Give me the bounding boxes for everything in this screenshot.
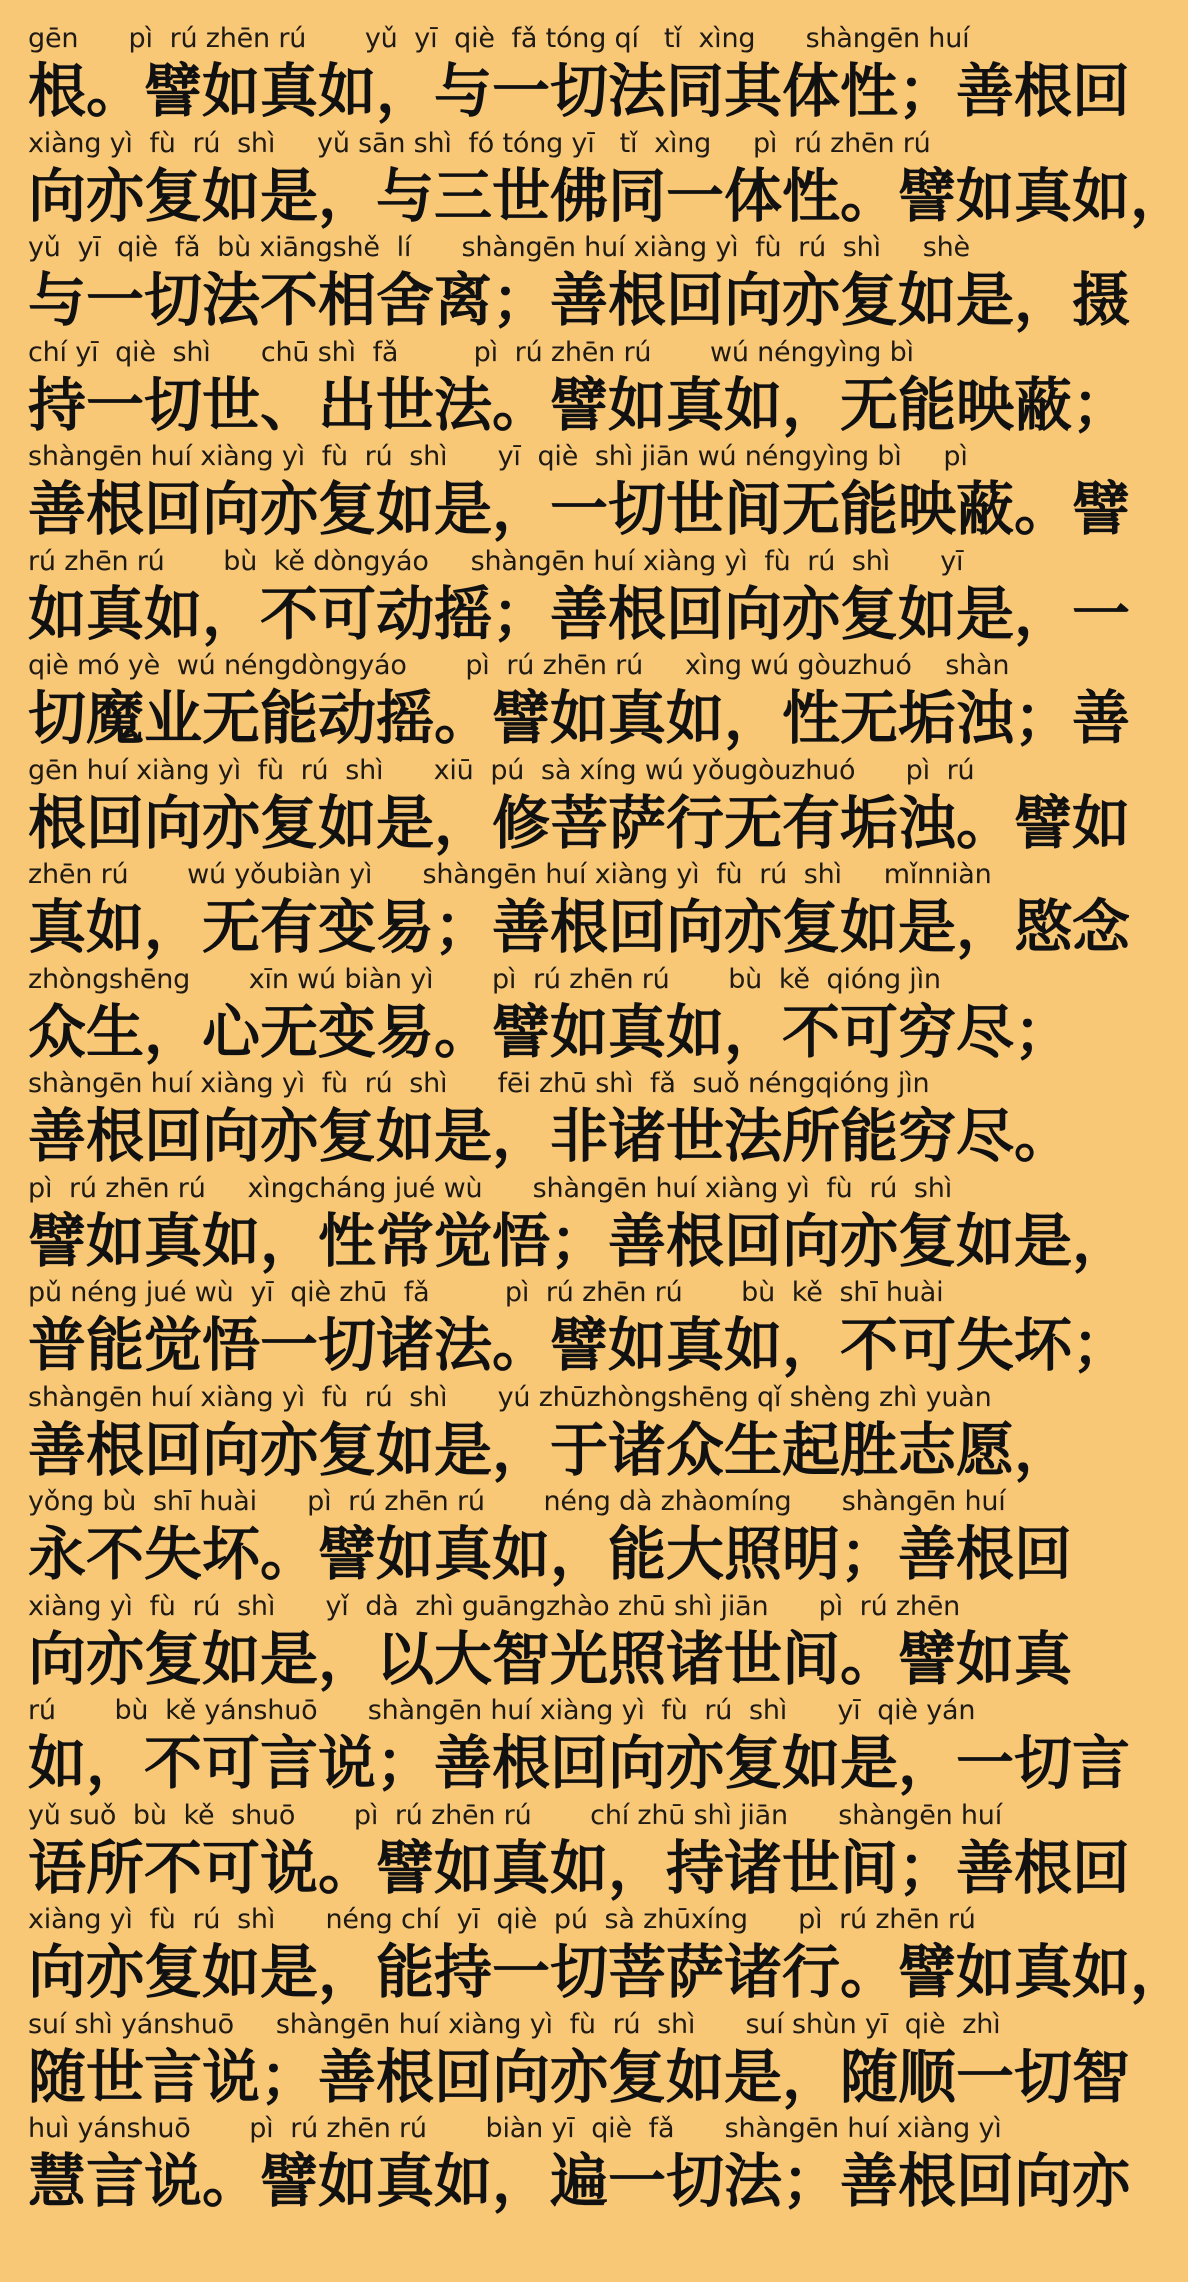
pinyin-line-14: shàngēn huí xiàng yì fù rú shì yú zhūzhòngshēng qǐ shèng zhì yuàn — [28, 1382, 992, 1413]
hanzi-line-16: 向亦复如是，以大智光照诸世间。譬如真 — [28, 1625, 1073, 1693]
text-line-6 — [28, 545, 1131, 650]
hanzi-line-6: 如真如，不可动摇；善根回向亦复如是，一 — [28, 580, 1131, 648]
hanzi-line-12: 譬如真如，性常觉悟；善根回向亦复如是， — [28, 1207, 1131, 1275]
pinyin-line-4: chí yī qiè shì chū shì fǎ pì rú zhēn rú wú néngyìng bì — [28, 337, 914, 368]
pinyin-line-11: shàngēn huí xiàng yì fù rú shì fēi zhū shì fǎ suǒ néngqióng jìn — [28, 1068, 930, 1099]
hanzi-line-19: 向亦复如是，能持一切菩萨诸行。譬如真如， — [28, 1938, 1188, 2006]
hanzi-line-8: 根回向亦复如是，修菩萨行无有垢浊。譬如 — [28, 789, 1131, 857]
pinyin-line-10: zhòngshēng xīn wú biàn yì pì rú zhēn rú bù kě qióng jìn — [28, 964, 941, 995]
pinyin-line-15: yǒng bù shī huài pì rú zhēn rú néng dà zhàomíng shàngēn huí — [28, 1486, 1006, 1517]
hanzi-line-13: 普能觉悟一切诸法。譬如真如，不可失坏； — [28, 1311, 1131, 1379]
text-line-20 — [28, 2008, 1131, 2113]
text-line-7 — [28, 649, 1131, 754]
hanzi-line-21: 慧言说。譬如真如，遍一切法；善根回向亦 — [28, 2147, 1131, 2215]
hanzi-line-17: 如，不可言说；善根回向亦复如是，一切言 — [28, 1729, 1131, 1797]
hanzi-line-20: 随世言说；善根回向亦复如是，随顺一切智 — [28, 2043, 1131, 2111]
pinyin-line-9: zhēn rú wú yǒubiàn yì shàngēn huí xiàng yì fù rú shì mǐnniàn — [28, 859, 992, 890]
pinyin-line-20: suí shì yánshuō shàngēn huí xiàng yì fù rú shì suí shùn yī qiè zhì — [28, 2009, 1001, 2040]
text-line-2 — [28, 127, 1188, 232]
text-line-3 — [28, 231, 1131, 336]
hanzi-line-2: 向亦复如是，与三世佛同一体性。譬如真如， — [28, 162, 1188, 230]
text-line-17 — [28, 1694, 1131, 1799]
text-line-16 — [28, 1590, 1073, 1695]
hanzi-line-5: 善根回向亦复如是，一切世间无能映蔽。譬 — [28, 475, 1131, 543]
hanzi-line-15: 永不失坏。譬如真如，能大照明；善根回 — [28, 1520, 1073, 1588]
pinyin-line-16: xiàng yì fù rú shì yǐ dà zhì guāngzhào zhū shì jiān pì rú zhēn — [28, 1591, 961, 1622]
pinyin-line-13: pǔ néng jué wù yī qiè zhū fǎ pì rú zhēn rú bù kě shī huài — [28, 1277, 944, 1308]
text-line-19 — [28, 1903, 1188, 2008]
pinyin-line-18: yǔ suǒ bù kě shuō pì rú zhēn rú chí zhū shì jiān shàngēn huí — [28, 1800, 1003, 1831]
hanzi-line-14: 善根回向亦复如是，于诸众生起胜志愿， — [28, 1416, 1073, 1484]
pinyin-line-1: gēn pì rú zhēn rú yǔ yī qiè fǎ tóng qí tǐ xìng shàngēn huí — [28, 23, 970, 54]
hanzi-line-7: 切魔业无能动摇。譬如真如，性无垢浊；善 — [28, 684, 1131, 752]
text-line-11 — [28, 1067, 1073, 1172]
text-line-21 — [28, 2112, 1131, 2217]
hanzi-line-18: 语所不可说。譬如真如，持诸世间；善根回 — [28, 1834, 1131, 1902]
pinyin-line-5: shàngēn huí xiàng yì fù rú shì yī qiè shì jiān wú néngyìng bì pì — [28, 441, 968, 472]
text-line-12 — [28, 1172, 1131, 1277]
pinyin-line-8: gēn huí xiàng yì fù rú shì xiū pú sà xíng wú yǒugòuzhuó pì rú — [28, 755, 975, 786]
text-line-10 — [28, 963, 1073, 1068]
pinyin-line-7: qiè mó yè wú néngdòngyáo pì rú zhēn rú xìng wú gòuzhuó shàn — [28, 650, 1010, 681]
text-line-15 — [28, 1485, 1073, 1590]
pinyin-line-2: xiàng yì fù rú shì yǔ sān shì fó tóng yī tǐ xìng pì rú zhēn rú — [28, 128, 931, 159]
hanzi-line-11: 善根回向亦复如是，非诸世法所能穷尽。 — [28, 1102, 1073, 1170]
hanzi-line-3: 与一切法不相舍离；善根回向亦复如是，摄 — [28, 266, 1131, 334]
hanzi-line-1: 根。譬如真如，与一切法同其体性；善根回 — [28, 57, 1131, 125]
text-line-18 — [28, 1799, 1131, 1904]
hanzi-line-9: 真如，无有变易；善根回向亦复如是，愍念 — [28, 893, 1131, 961]
pinyin-line-6: rú zhēn rú bù kě dòngyáo shàngēn huí xiàng yì fù rú shì yī — [28, 546, 964, 577]
text-line-4 — [28, 336, 1131, 441]
pinyin-line-3: yǔ yī qiè fǎ bù xiāngshě lí shàngēn huí xiàng yì fù rú shì shè — [28, 232, 970, 263]
text-line-13 — [28, 1276, 1131, 1381]
pinyin-line-21: huì yánshuō pì rú zhēn rú biàn yī qiè fǎ shàngēn huí xiàng yì — [28, 2113, 1002, 2144]
pinyin-line-17: rú bù kě yánshuō shàngēn huí xiàng yì fù rú shì yī qiè yán — [28, 1695, 976, 1726]
pinyin-line-12: pì rú zhēn rú xìngcháng jué wù shàngēn huí xiàng yì fù rú shì — [28, 1173, 953, 1204]
text-line-5 — [28, 440, 1131, 545]
hanzi-line-4: 持一切世、出世法。譬如真如，无能映蔽； — [28, 371, 1131, 439]
hanzi-line-10: 众生，心无变易。譬如真如，不可穷尽； — [28, 998, 1073, 1066]
text-line-9 — [28, 858, 1131, 963]
text-line-14 — [28, 1381, 1073, 1486]
pinyin-line-19: xiàng yì fù rú shì néng chí yī qiè pú sà zhūxíng pì rú zhēn rú — [28, 1904, 976, 1935]
text-line-8 — [28, 754, 1131, 859]
text-line-1 — [28, 22, 1131, 127]
